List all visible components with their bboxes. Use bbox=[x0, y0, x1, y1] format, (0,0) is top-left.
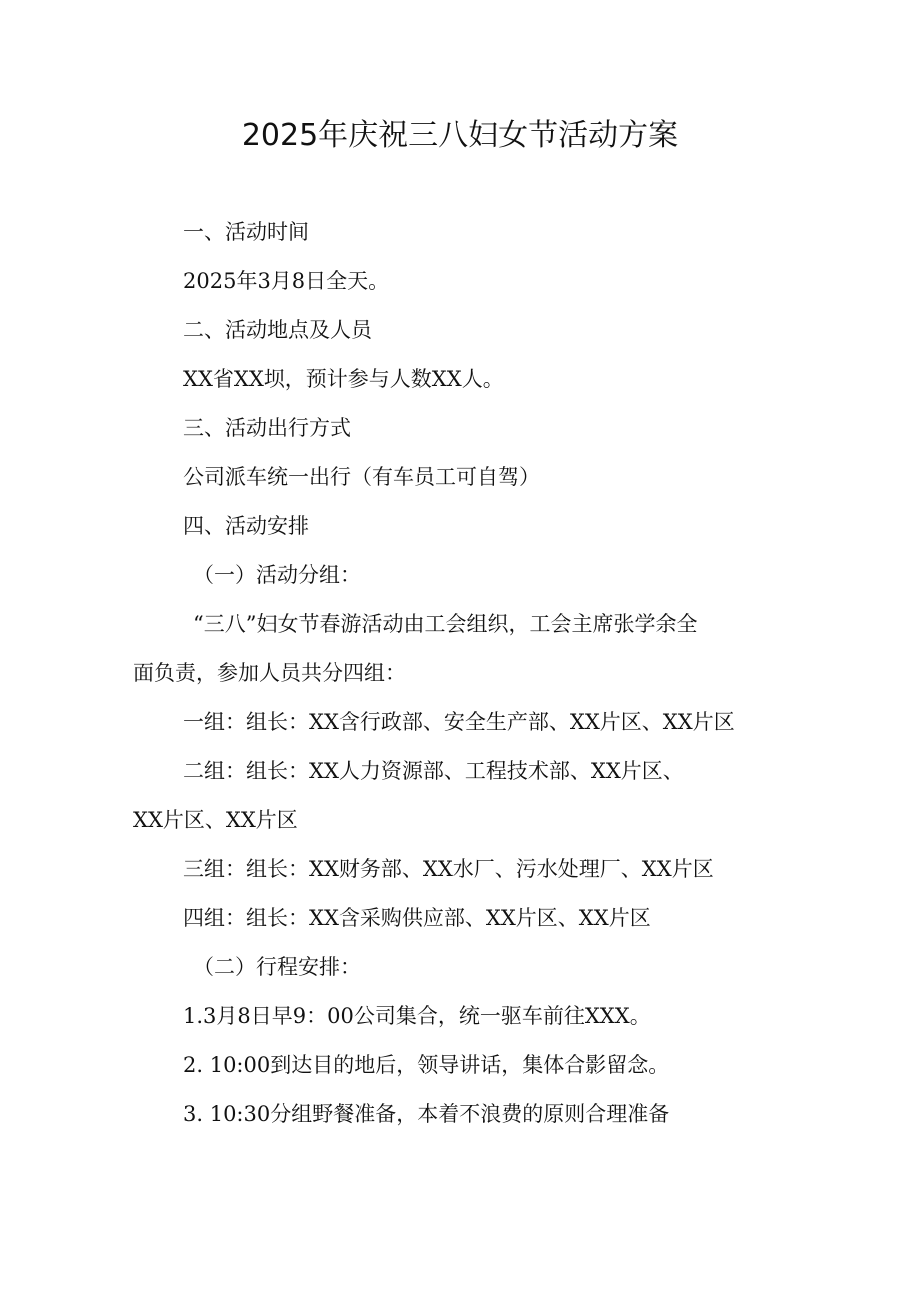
group-two-line2: XX片区、XX片区 bbox=[133, 808, 298, 832]
document-title: 2025年庆祝三八妇女节活动方案 bbox=[241, 118, 679, 153]
heading-travel-method: 三、活动出行方式 bbox=[183, 416, 351, 440]
group-two-line1: 二组：组长：XX人力资源部、工程技术部、XX片区、 bbox=[183, 759, 684, 783]
subheading-itinerary: （二）行程安排： bbox=[193, 955, 361, 979]
subheading-grouping: （一）活动分组： bbox=[193, 563, 361, 587]
group-four: 四组：组长：XX含采购供应部、XX片区、XX片区 bbox=[183, 906, 651, 930]
paragraph-activity-date: 2025年3月8日全天。 bbox=[183, 269, 390, 293]
group-three: 三组：组长：XX财务部、XX水厂、污水处理厂、XX片区 bbox=[183, 857, 714, 881]
paragraph-travel: 公司派车统一出行（有车员工可自驾） bbox=[183, 465, 540, 489]
paragraph-grouping-line1: “三八”妇女节春游活动由工会组织，工会主席张学余全 bbox=[193, 612, 698, 636]
itinerary-item-2: 2. 10:00到达目的地后，领导讲话，集体合影留念。 bbox=[183, 1053, 670, 1077]
heading-arrangements: 四、活动安排 bbox=[183, 514, 309, 538]
itinerary-item-1: 1.3月8日早9：00公司集合，统一驱车前往XXX。 bbox=[183, 1004, 651, 1028]
paragraph-grouping-line2: 面负责，参加人员共分四组： bbox=[133, 661, 406, 685]
heading-activity-time: 一、活动时间 bbox=[183, 220, 309, 244]
group-one: 一组：组长：XX含行政部、安全生产部、XX片区、XX片区 bbox=[183, 710, 735, 734]
paragraph-location: XX省XX坝，预计参与人数XX人。 bbox=[183, 367, 504, 391]
itinerary-item-3: 3. 10:30分组野餐准备，本着不浪费的原则合理准备 bbox=[183, 1102, 670, 1126]
heading-location-personnel: 二、活动地点及人员 bbox=[183, 318, 372, 342]
